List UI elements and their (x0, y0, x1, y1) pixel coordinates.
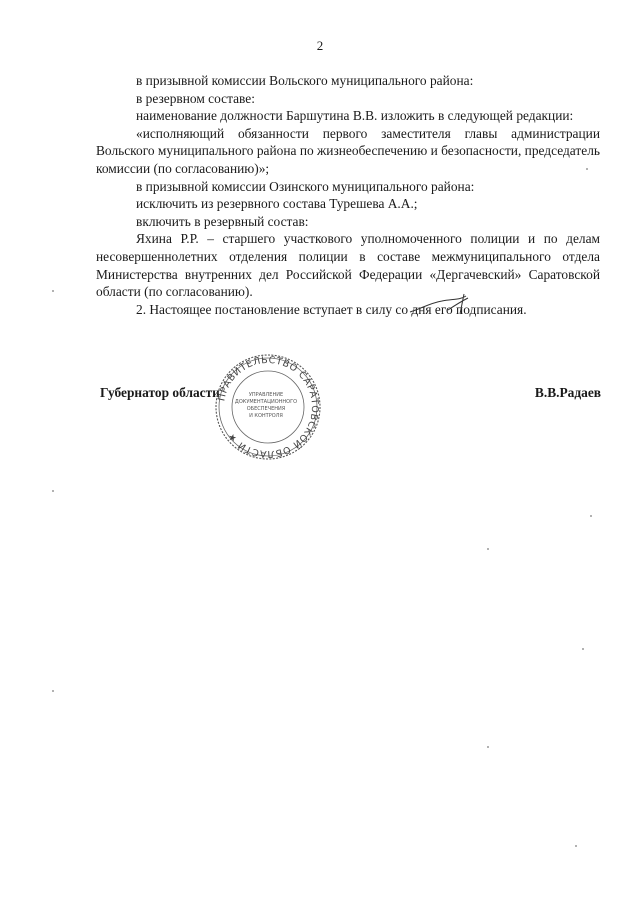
signature-block (100, 385, 601, 407)
paragraph-rename-position: наименование должности Баршутина В.В. изложить в следующей редакции: (136, 108, 574, 124)
document-body (96, 72, 600, 318)
scan-speck (52, 690, 54, 692)
paragraph-new-member: Яхина Р.Р. – старшего участкового уполномоченного полиции и по делам несовершеннолетних отделения полиции в составе межмуниципального отдела Министерства внутренних дел Российской Федерации «Дергачевский» Саратовской области (по согласованию). (96, 231, 600, 300)
paragraph-ozinsky-commission: в призывной комиссии Озинского муниципального района: (136, 178, 475, 194)
svg-text:УПРАВЛЕНИЕ: УПРАВЛЕНИЕ (248, 392, 284, 398)
paragraph-include-reserve: включить в резервный состав: (136, 213, 309, 229)
page-number: 2 (316, 38, 324, 53)
scan-speck (582, 648, 584, 650)
scan-speck (52, 490, 54, 492)
scan-speck (487, 746, 489, 748)
paragraph-reserve-composition: в резервном составе: (136, 90, 255, 106)
paragraph-effective-date: 2. Настоящее постановление вступает в силу со дня его подписания. (136, 301, 527, 317)
scan-speck (575, 845, 577, 847)
scan-speck (487, 548, 489, 550)
svg-text:ПРАВИТЕЛЬСТВО САРАТОВСКОЙ ОБЛА: ПРАВИТЕЛЬСТВО САРАТОВСКОЙ ОБЛАСТИ ★ (216, 354, 321, 460)
scan-speck (590, 515, 592, 517)
svg-text:ОБЕСПЕЧЕНИЯ: ОБЕСПЕЧЕНИЯ (246, 406, 286, 412)
signer-position: Губернатор области (100, 385, 220, 400)
signer-name: В.В.Радаев (534, 385, 601, 400)
svg-text:ДОКУМЕНТАЦИОННОГО: ДОКУМЕНТАЦИОННОГО (234, 399, 298, 405)
scan-speck (586, 168, 588, 170)
paragraph-volsky-commission: в призывной комиссии Вольского муниципального района: (136, 73, 474, 88)
paragraph-new-position-text: «исполняющий обязанности первого заместителя главы администрации Вольского муниципального района по жизнеобеспечению и безопасности, председатель комиссии (по согласованию)»; (96, 125, 600, 176)
scan-speck (52, 290, 54, 292)
paragraph-exclude-member: исключить из резервного состава Турешева А.А.; (136, 196, 418, 212)
official-seal-stamp (203, 352, 333, 462)
svg-text:И КОНТРОЛЯ: И КОНТРОЛЯ (249, 413, 283, 419)
